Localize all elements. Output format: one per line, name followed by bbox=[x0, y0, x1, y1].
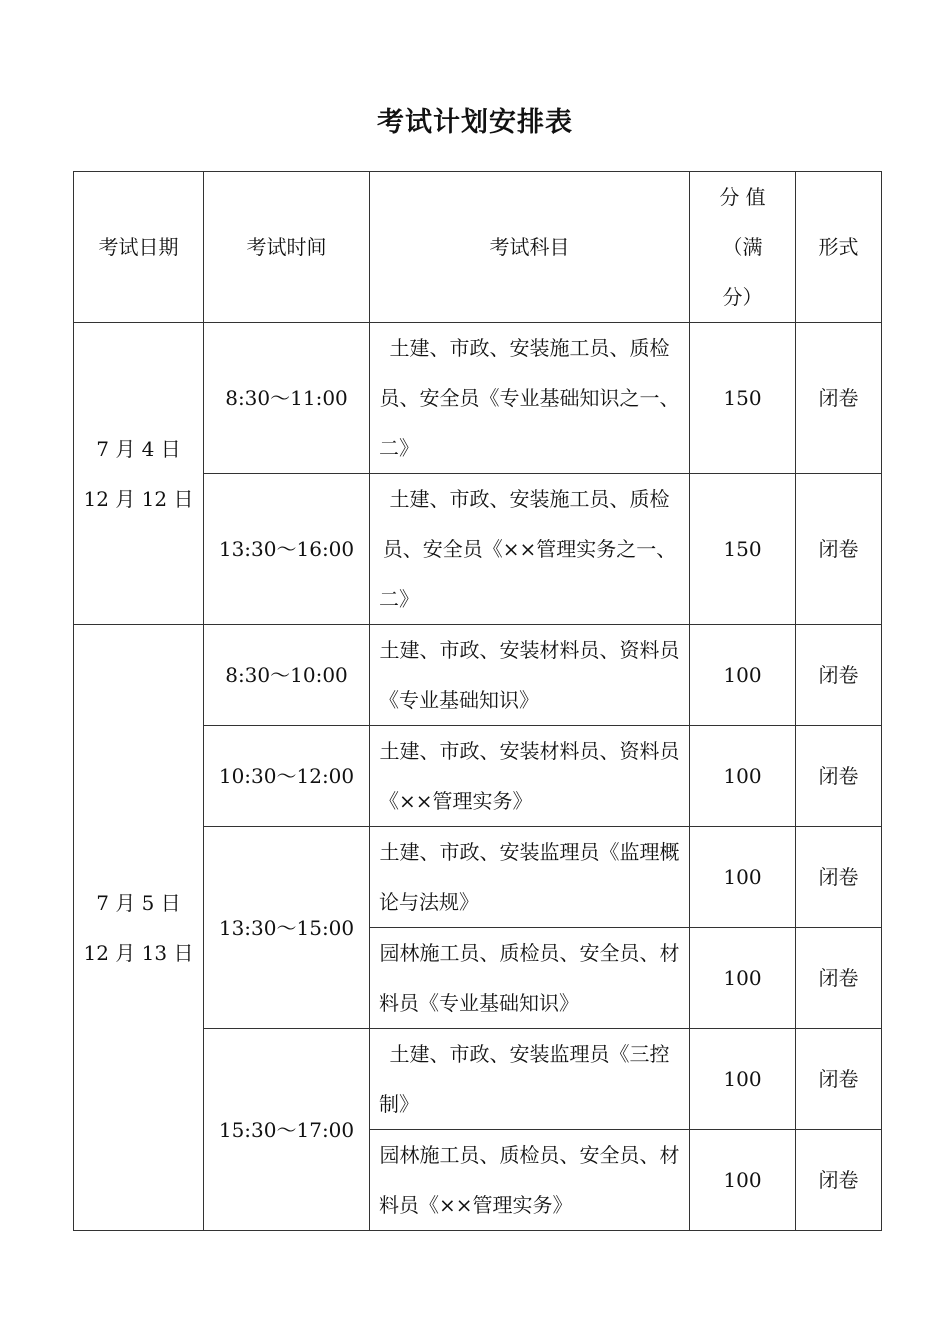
table-row bbox=[74, 625, 882, 726]
date-line: 7 月 5 日 bbox=[96, 890, 181, 915]
subject-cell: 土建、市政、安装材料员、资料员《××管理实务》 bbox=[370, 726, 690, 827]
score-cell: 100 bbox=[690, 625, 796, 726]
score-cell: 100 bbox=[690, 827, 796, 928]
exam-schedule-table bbox=[73, 171, 882, 1231]
form-cell: 闭卷 bbox=[796, 323, 882, 474]
subject-cell: 园林施工员、质检员、安全员、材料员《专业基础知识》 bbox=[370, 928, 690, 1029]
form-cell: 闭卷 bbox=[796, 827, 882, 928]
header-score bbox=[690, 172, 796, 323]
time-cell: 8:30～11:00 bbox=[204, 323, 370, 474]
score-cell: 100 bbox=[690, 726, 796, 827]
date-cell bbox=[74, 323, 204, 625]
subject-cell: 土建、市政、安装施工员、质检员、安全员《专业基础知识之一、二》 bbox=[370, 323, 690, 474]
time-cell: 13:30～16:00 bbox=[204, 474, 370, 625]
header-form: 形式 bbox=[796, 172, 882, 323]
header-subject: 考试科目 bbox=[370, 172, 690, 323]
subject-cell: 土建、市政、安装监理员《监理概论与法规》 bbox=[370, 827, 690, 928]
time-cell: 8:30～10:00 bbox=[204, 625, 370, 726]
subject-cell: 土建、市政、安装材料员、资料员《专业基础知识》 bbox=[370, 625, 690, 726]
form-cell: 闭卷 bbox=[796, 625, 882, 726]
date-cell bbox=[74, 625, 204, 1231]
time-cell: 10:30～12:00 bbox=[204, 726, 370, 827]
form-cell: 闭卷 bbox=[796, 474, 882, 625]
subject-cell: 土建、市政、安装监理员《三控制》 bbox=[370, 1029, 690, 1130]
subject-cell: 土建、市政、安装施工员、质检员、安全员《××管理实务之一、二》 bbox=[370, 474, 690, 625]
header-score-line2: （满 bbox=[722, 235, 763, 259]
page-title: 考试计划安排表 bbox=[377, 107, 573, 138]
header-score-line3: 分） bbox=[722, 285, 763, 309]
score-cell: 100 bbox=[690, 1130, 796, 1231]
time-cell: 15:30～17:00 bbox=[204, 1029, 370, 1231]
form-cell: 闭卷 bbox=[796, 928, 882, 1029]
form-cell: 闭卷 bbox=[796, 1130, 882, 1231]
header-time: 考试时间 bbox=[204, 172, 370, 323]
date-line: 12 月 12 日 bbox=[83, 486, 194, 511]
date-line: 12 月 13 日 bbox=[83, 940, 194, 965]
form-cell: 闭卷 bbox=[796, 1029, 882, 1130]
header-date: 考试日期 bbox=[74, 172, 204, 323]
score-cell: 100 bbox=[690, 1029, 796, 1130]
score-cell: 150 bbox=[690, 474, 796, 625]
score-cell: 100 bbox=[690, 928, 796, 1029]
table-row bbox=[74, 323, 882, 474]
header-score-line1: 分 值 bbox=[719, 185, 766, 209]
score-cell: 150 bbox=[690, 323, 796, 474]
header-row bbox=[74, 172, 882, 323]
time-cell: 13:30～15:00 bbox=[204, 827, 370, 1029]
date-line: 7 月 4 日 bbox=[96, 436, 181, 461]
form-cell: 闭卷 bbox=[796, 726, 882, 827]
subject-cell: 园林施工员、质检员、安全员、材料员《××管理实务》 bbox=[370, 1130, 690, 1231]
